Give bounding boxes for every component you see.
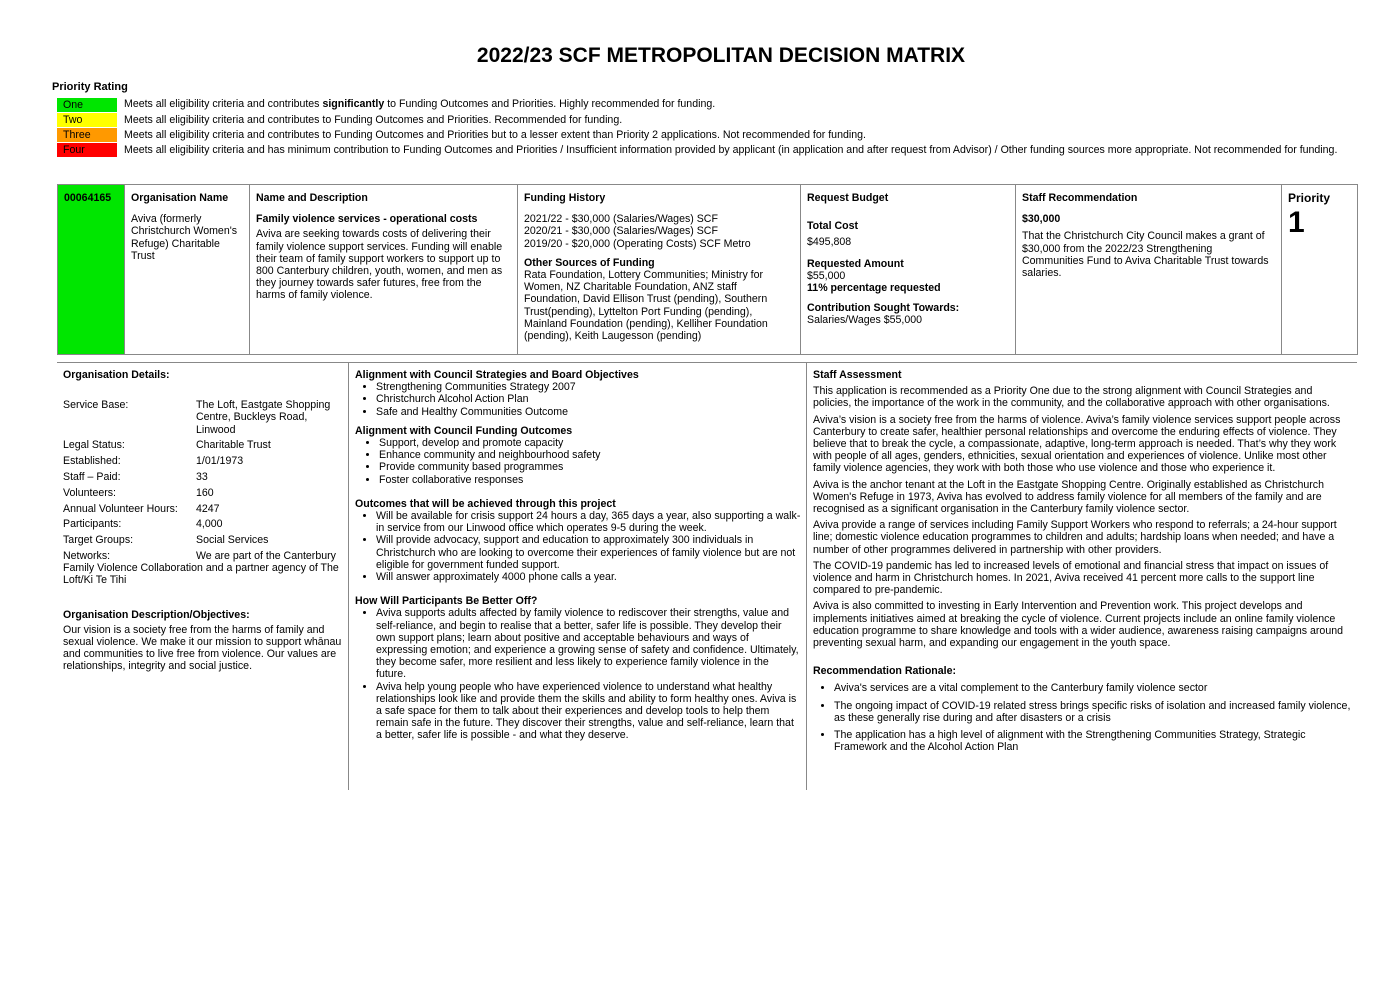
priority-cell: [1282, 185, 1358, 355]
detail-row: Legal Status: Charitable Trust: [63, 439, 271, 452]
legend-desc-three: Meets all eligibility criteria and contributes to Funding Outcomes and Priorities but to a lesser extent than Priority 2 applications. Not recommended for funding.: [124, 128, 866, 141]
organisation-name: Aviva (formerly Christchurch Women's Refuge) Charitable Trust: [131, 213, 238, 262]
legend-row-two: [57, 112, 1337, 127]
contribution-label: Contribution Sought Towards:: [807, 302, 960, 315]
legend-row-three: [57, 127, 1337, 142]
legend-swatch-one: One: [57, 98, 117, 112]
priority-legend: [57, 97, 1337, 158]
list-item: • Support, develop and promote capacity: [379, 437, 801, 449]
list-item: • Will be available for crisis support 24 hours a day, 365 days a year, also supporting a walk-in service from our Linwood office which operates 9-5 during the week.: [376, 510, 801, 534]
project-title: Family violence services - operational costs: [256, 213, 478, 226]
strategies-heading: Alignment with Council Strategies and Board Objectives: [355, 369, 639, 381]
page-title: 2022/23 SCF METROPOLITAN DECISION MATRIX: [476, 44, 966, 67]
name-description-cell: [250, 185, 518, 355]
staff-assessment-heading: Staff Assessment: [813, 369, 902, 381]
list-item: • Will provide advocacy, support and education to approximately 300 individuals in Christchurch who are looking to overcome their experiences of family violence but are not eligible for government funded support.: [376, 534, 801, 571]
section-divider: [57, 362, 1357, 363]
better-off-heading: How Will Participants Be Better Off?: [355, 595, 538, 608]
staff-recommendation-cell: [1016, 185, 1282, 355]
priority-header: Priority: [1288, 191, 1331, 205]
detail-row: Target Groups: Social Services: [63, 534, 269, 547]
achieved-outcomes-heading: Outcomes that will be achieved through this project: [355, 497, 616, 510]
total-cost: $495,808: [807, 236, 852, 249]
funding-outcomes-list: [355, 437, 801, 486]
application-summary-table: [57, 184, 1358, 355]
requested-amount: $55,000: [807, 269, 846, 282]
detail-row: Established: 1/01/1973: [63, 455, 244, 468]
recommendation-rationale-heading: Recommendation Rationale:: [813, 665, 957, 678]
list-item: • The application has a high level of alignment with the Strengthening Communities Strategy, Strategic Framework and the Alcohol Action Plan: [834, 729, 1351, 753]
assessment-paragraph: Aviva’s vision is a society free from the harms of violence. Aviva’s family violence services support people across Canterbury to create safer, healthier personal relationships and overcome the enduring effects of violence. They believe that to break the cycle, a compassionate, adaptive, long-term approach is needed. That’s why they work with people of all ages, genders, ethnicities, sexual orientation and experiences of violence. Unlike most other family violence agencies, they work with both those who use violence and those who experience it.: [813, 413, 1341, 475]
legend-desc-two: Meets all eligibility criteria and contributes to Funding Outcomes and Priorities. Recommended for funding.: [124, 113, 623, 126]
detail-row: Volunteers: 160: [63, 486, 214, 499]
funding-history-cell: [518, 185, 801, 355]
strategies-list: [355, 381, 801, 418]
application-id: 00064165: [64, 192, 112, 204]
assessment-paragraph: The COVID-19 pandemic has led to increased levels of emotional and financial stress that impact on issues of violence and harm in Christchurch homes. In 2021, Aviva received 41 percent more calls to the support line compared to pre-pandemic.: [813, 559, 1329, 597]
legend-row-one: [57, 97, 1337, 112]
assessment-paragraph: Aviva is also committed to investing in Early Intervention and Prevention work. This project develops and implements initiatives aimed at breaking the cycle of violence. Current projects include an online family violence education programme to share knowledge and tools with a wider audience, awareness raising campaigns around preventing sexual harm, and expanding our engagement in the youth space.: [813, 600, 1343, 650]
priority-value: 1: [1288, 206, 1305, 240]
requested-amount-label: Requested Amount: [807, 257, 904, 270]
total-cost-label: Total Cost: [807, 220, 859, 233]
recommendation-text: That the Christchurch City Council makes a grant of $30,000 from the 2022/23 Strengthening Communities Fund to Aviva Charitable Trust towards salaries.: [1022, 230, 1269, 280]
detail-row: Staff – Paid: 33: [63, 471, 208, 483]
legend-desc-four: Meets all eligibility criteria and has minimum contribution to Funding Outcomes and Priorities / Insufficient information provided by applicant (in application and after request from Advisor) / Other funding sources more appropriate. Not recommended for funding.: [124, 144, 1338, 157]
list-item: • Aviva's services are a vital complement to the Canterbury family violence sector: [834, 682, 1351, 694]
list-item: • The ongoing impact of COVID-19 related stress brings specific risks of isolation and increased family violence, as these generally rise during and after disasters or a crisis: [834, 700, 1351, 724]
staff-assessment: [813, 369, 1351, 758]
list-item: • Provide community based programmes: [379, 461, 801, 473]
percentage-requested: 11% percentage requested: [807, 282, 941, 295]
staff-recommendation-header: Staff Recommendation: [1022, 192, 1138, 204]
funding-history-item: 2020/21 - $30,000 (Salaries/Wages) SCF: [524, 225, 718, 238]
achieved-outcomes-list: [355, 510, 801, 583]
organisation-description: Our vision is a society free from the harms of family and sexual violence. We make it our mission to support whānau and communities to live free from violence. Our values are relationships, integrity and social justice.: [63, 623, 342, 673]
project-description: Aviva are seeking towards costs of delivering their family violence support services. Funding will enable their team of family support workers to support up to 800 Canterbury children, youth, women, and men as they journey towards safer futures, free from the harms of family violence.: [256, 228, 503, 302]
organisation-name-header: Organisation Name: [131, 192, 229, 204]
column-divider: [806, 363, 807, 790]
request-budget-header: Request Budget: [807, 192, 889, 204]
assessment-paragraph: Aviva provide a range of services including Family Support Workers who respond to referrals; a 24-hour support line; domestic violence education programmes to children and adults; hardship loans when needed; and have a number of other programmes delivered in partnership with other providers.: [813, 519, 1337, 556]
priority-rating-heading: Priority Rating: [52, 81, 128, 93]
other-sources-header: Other Sources of Funding: [524, 256, 655, 269]
organisation-description-heading: Organisation Description/Objectives:: [63, 608, 250, 621]
application-id-cell: [58, 185, 125, 355]
organisation-name-cell: [125, 185, 250, 355]
list-item: • Foster collaborative responses: [379, 474, 801, 486]
legend-swatch-four: Four: [57, 143, 117, 157]
funding-history-item: 2019/20 - $20,000 (Operating Costs) SCF Metro: [524, 237, 751, 250]
list-item: • Christchurch Alcohol Action Plan: [376, 393, 801, 405]
list-item: • Will answer approximately 4000 phone calls a year.: [376, 571, 801, 583]
networks-row: Networks: We are part of the Canterbury Family Violence Collaboration and a partner agency of The Loft/Ki Te Tihi: [63, 549, 339, 587]
name-description-header: Name and Description: [256, 192, 368, 204]
funding-history-item: 2021/22 - $30,000 (Salaries/Wages) SCF: [524, 213, 718, 226]
organisation-details-heading: Organisation Details:: [63, 369, 170, 381]
contribution: Salaries/Wages $55,000: [807, 314, 923, 327]
assessment-paragraph: Aviva is the anchor tenant at the Loft in the Eastgate Shopping Centre. Originally established as Christchurch Women's Refuge in 1973, Aviva has evolved to address family violence for all members of the family and are recognised as a significant organisation in the Canterbury family violence sector.: [813, 478, 1324, 516]
other-sources: Rata Foundation, Lottery Communities; Ministry for Women, NZ Charitable Foundation, ANZ staff Foundation, David Ellison Trust (pending), Southern Trust(pending), Lyttelton Port Funding (pending), Mainland Foundation (pending), Kelliher Foundation (pending), Keith Laugesson (pending): [524, 269, 768, 343]
legend-desc-one: Meets all eligibility criteria and contributes significantly to Funding Outcomes and Priorities. Highly recommended for funding.: [124, 98, 716, 111]
better-off-list: [355, 607, 801, 741]
organisation-details: [63, 369, 343, 673]
legend-row-four: [57, 143, 1337, 158]
detail-row: Service Base: The Loft, Eastgate Shopping Centre, Buckleys Road, Linwood: [63, 399, 331, 436]
detail-row: Annual Volunteer Hours: 4247: [63, 502, 220, 515]
recommended-amount: $30,000: [1022, 213, 1061, 226]
funding-outcomes-heading: Alignment with Council Funding Outcomes: [355, 424, 573, 437]
list-item: • Aviva supports adults affected by family violence to rediscover their strengths, value and self-reliance, and begin to realise that a better, safer life is possible. They develop their own support plans; learn about positive and acceptable behaviours and ways of expressing emotion; and experience a growing sense of safety and confidence. Ultimately, they become safer, more resilient and less likely to experience family violence in the future.: [376, 607, 801, 680]
column-divider: [348, 363, 349, 790]
assessment-paragraph: This application is recommended as a Priority One due to the strong alignment with Council Strategies and policies, the importance of the work in the community, and the collaborative approach with other organisations.: [813, 385, 1330, 410]
list-item: • Strengthening Communities Strategy 2007: [376, 381, 801, 393]
funding-history-header: Funding History: [524, 192, 606, 204]
detail-row: Participants: 4,000: [63, 518, 223, 531]
list-item: • Safe and Healthy Communities Outcome: [376, 406, 801, 418]
request-budget-cell: [801, 185, 1016, 355]
list-item: • Aviva help young people who have experienced violence to understand what healthy relationships look like and provide them the skills and ability to form healthy ones. Aviva is a safe space for them to talk about their experiences and develop tools to help them remain safe in the future. They discover their strengths, value and self-reliance, learn that a better, safer life is possible - and what they deserve.: [376, 681, 801, 742]
rationale-list: [813, 682, 1351, 753]
list-item: • Enhance community and neighbourhood safety: [379, 449, 801, 461]
legend-swatch-two: Two: [57, 113, 117, 127]
legend-swatch-three: Three: [57, 128, 117, 142]
alignment-section: [355, 369, 801, 742]
